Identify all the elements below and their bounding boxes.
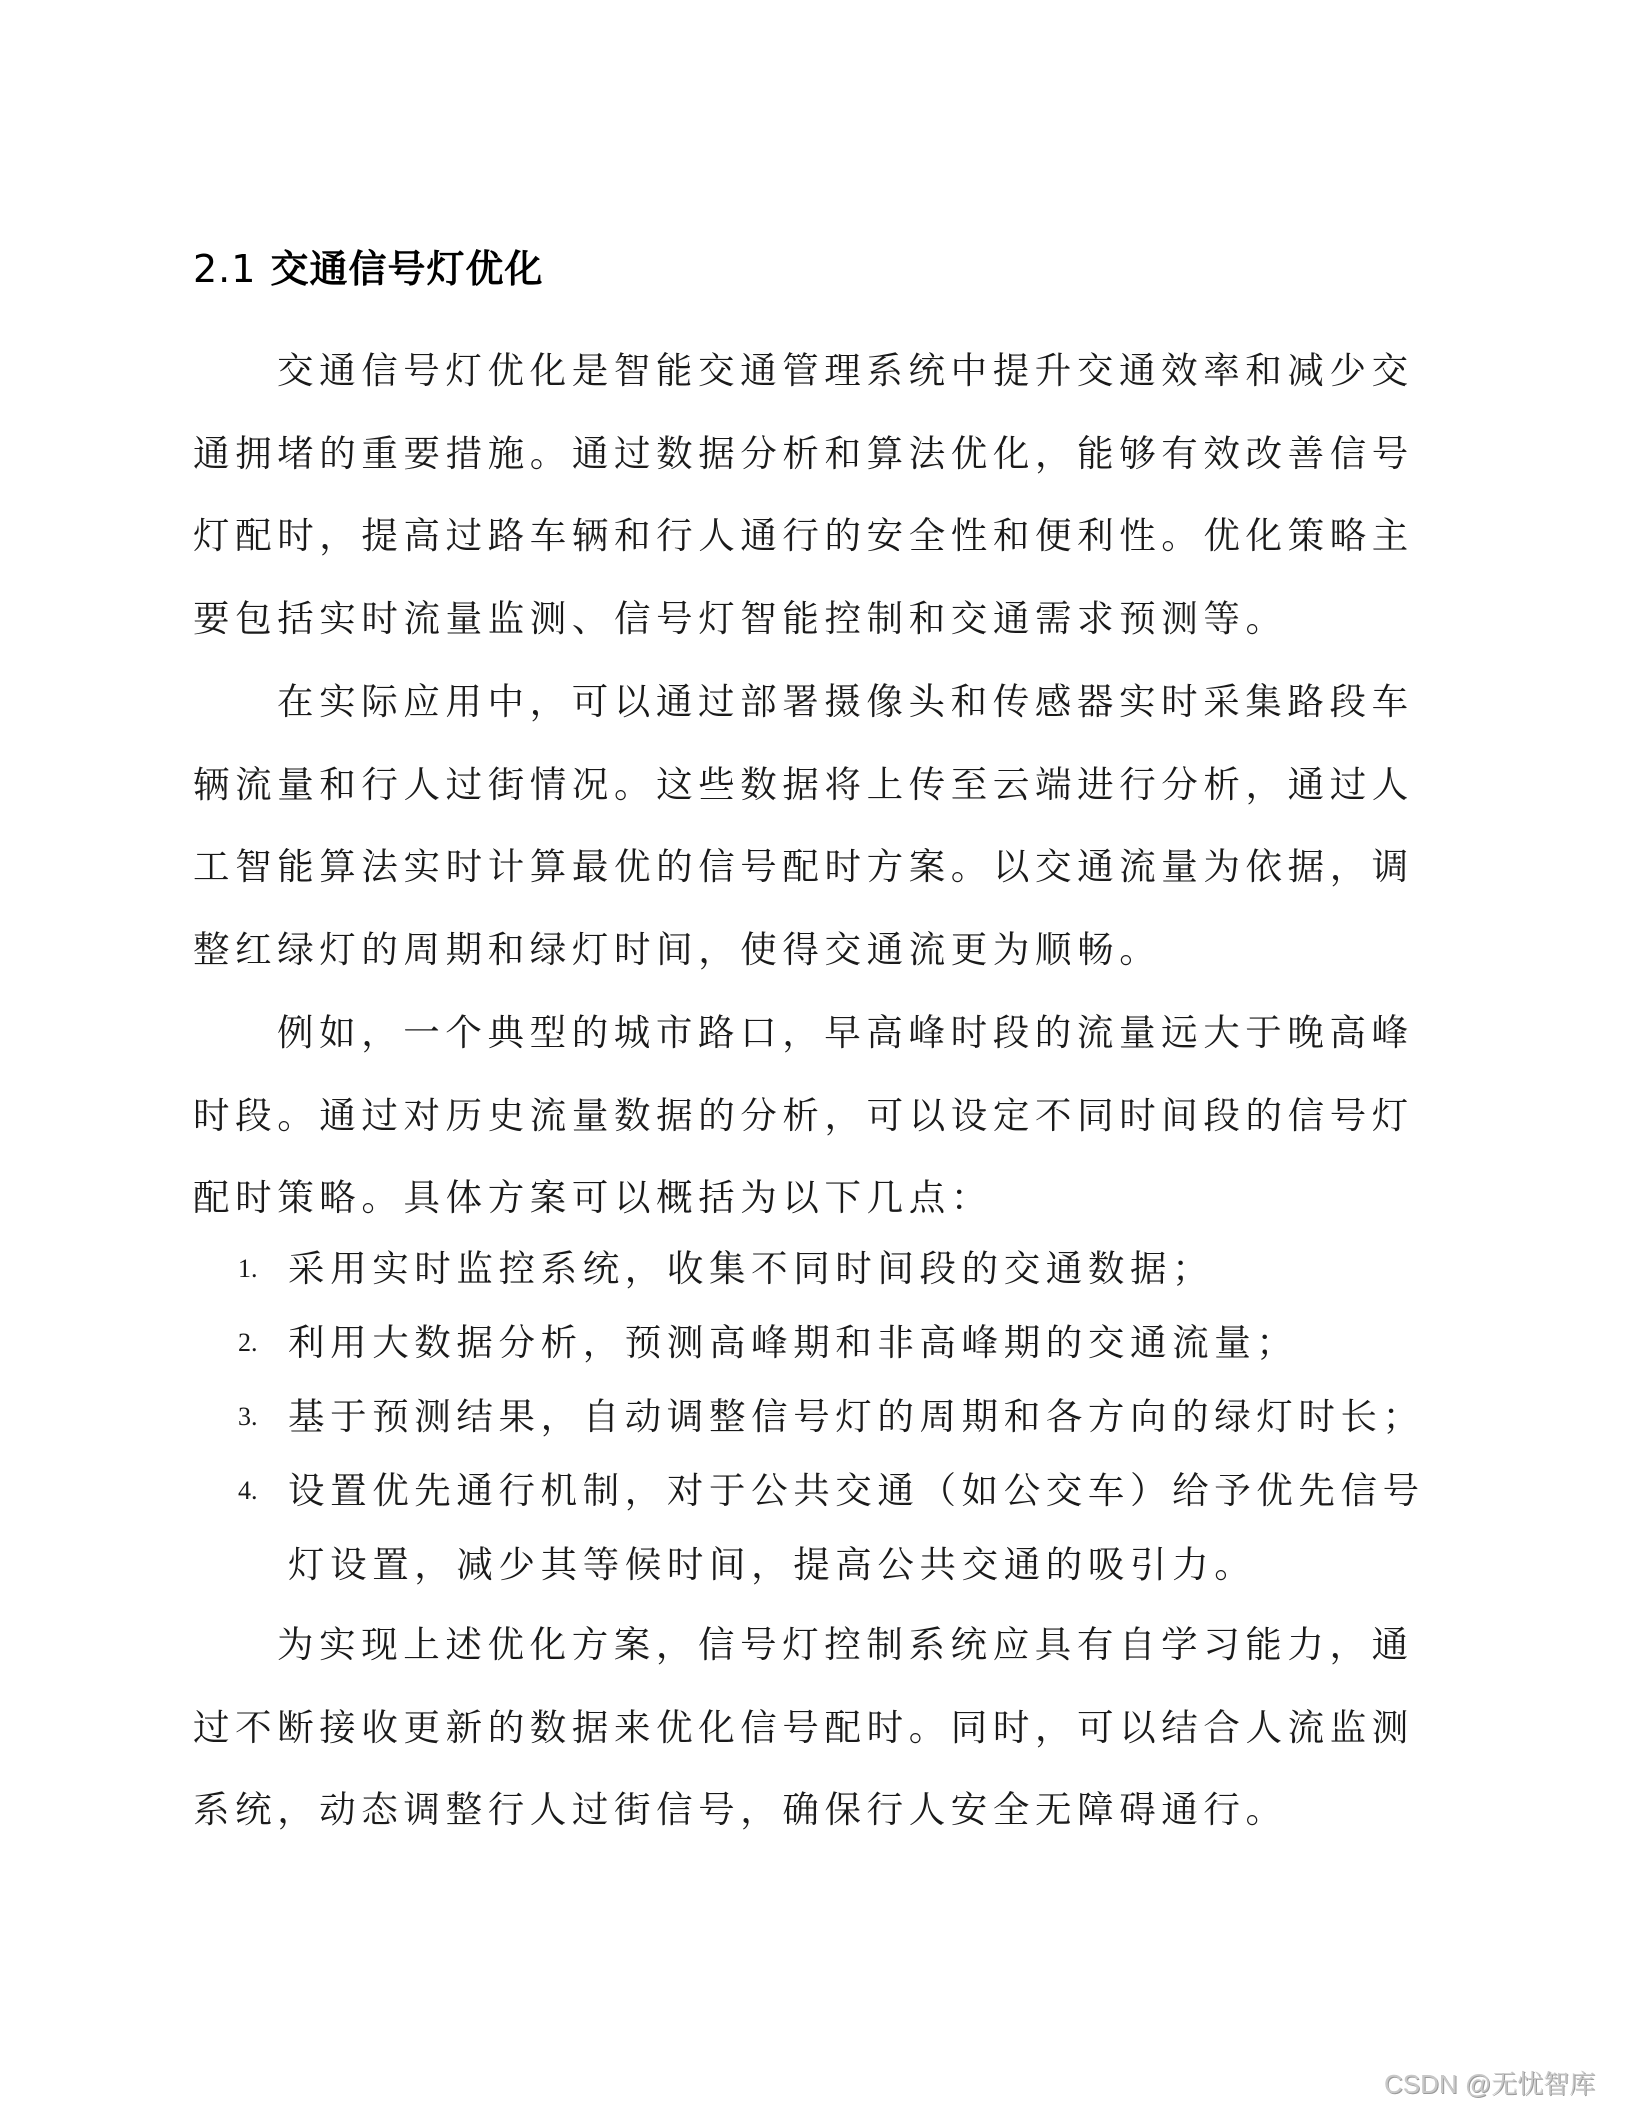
paragraph-line: 为实现上述优化方案，信号灯控制系统应具有自学习能力，通 — [277, 1623, 1414, 1666]
paragraph-line: 辆流量和行人过街情况。这些数据将上传至云端进行分析，通过人 — [193, 762, 1414, 806]
list-item-text: 设置优先通行机制，对于公共交通（如公交车）给予优先信号 — [288, 1469, 1425, 1512]
list-item-1 — [238, 1232, 1438, 1306]
paragraph-intro — [193, 330, 1433, 661]
list-marker: 1. — [238, 1254, 258, 1283]
paragraph-line: 例如，一个典型的城市路口，早高峰时段的流量远大于晚高峰 — [277, 1011, 1414, 1054]
paragraph-line: 时段。通过对历史流量数据的分析，可以设定不同时间段的信号灯 — [193, 1093, 1414, 1137]
paragraph-example — [193, 992, 1433, 1240]
list-marker: 3. — [238, 1402, 258, 1431]
paragraph-line: 工智能算法实时计算最优的信号配时方案。以交通流量为依据，调 — [193, 845, 1414, 889]
paragraph-line: 系统，动态调整行人过街信号，确保行人安全无障碍通行。 — [193, 1788, 1288, 1832]
section-heading — [193, 238, 543, 293]
list-item-text: 利用大数据分析，预测高峰期和非高峰期的交通流量； — [288, 1321, 1299, 1364]
paragraph-line: 交通信号灯优化是智能交通管理系统中提升交通效率和减少交 — [277, 349, 1414, 392]
paragraph-line: 通拥堵的重要措施。通过数据分析和算法优化，能够有效改善信号 — [193, 431, 1414, 475]
list-marker: 4. — [238, 1476, 258, 1505]
list-item-text: 灯设置，减少其等候时间，提高公共交通的吸引力。 — [288, 1543, 1257, 1586]
paragraph-line: 在实际应用中，可以通过部署摄像头和传感器实时采集路段车 — [277, 680, 1414, 723]
list-item-2 — [238, 1306, 1438, 1380]
list-item-text: 基于预测结果，自动调整信号灯的周期和各方向的绿灯时长； — [288, 1395, 1425, 1438]
list-item-4 — [238, 1454, 1438, 1602]
section-number: 2.1 — [193, 247, 257, 291]
paragraph-conclusion — [193, 1604, 1433, 1852]
list-item-3 — [238, 1380, 1438, 1454]
section-title: 交通信号灯优化 — [270, 247, 544, 291]
paragraph-line: 过不断接收更新的数据来优化信号配时。同时，可以结合人流监测 — [193, 1705, 1414, 1749]
watermark: CSDN @无忧智库 — [1384, 2069, 1596, 2099]
list-item-text: 采用实时监控系统，收集不同时间段的交通数据； — [288, 1247, 1215, 1290]
paragraph-line: 整红绿灯的周期和绿灯时间，使得交通流更为顺畅。 — [193, 928, 1162, 972]
paragraph-application — [193, 661, 1433, 992]
list-marker: 2. — [238, 1328, 258, 1357]
paragraph-line: 配时策略。具体方案可以概括为以下几点： — [193, 1176, 993, 1220]
paragraph-line: 要包括实时流量监测、信号灯智能控制和交通需求预测等。 — [193, 597, 1288, 641]
paragraph-line: 灯配时，提高过路车辆和行人通行的安全性和便利性。优化策略主 — [193, 514, 1414, 558]
